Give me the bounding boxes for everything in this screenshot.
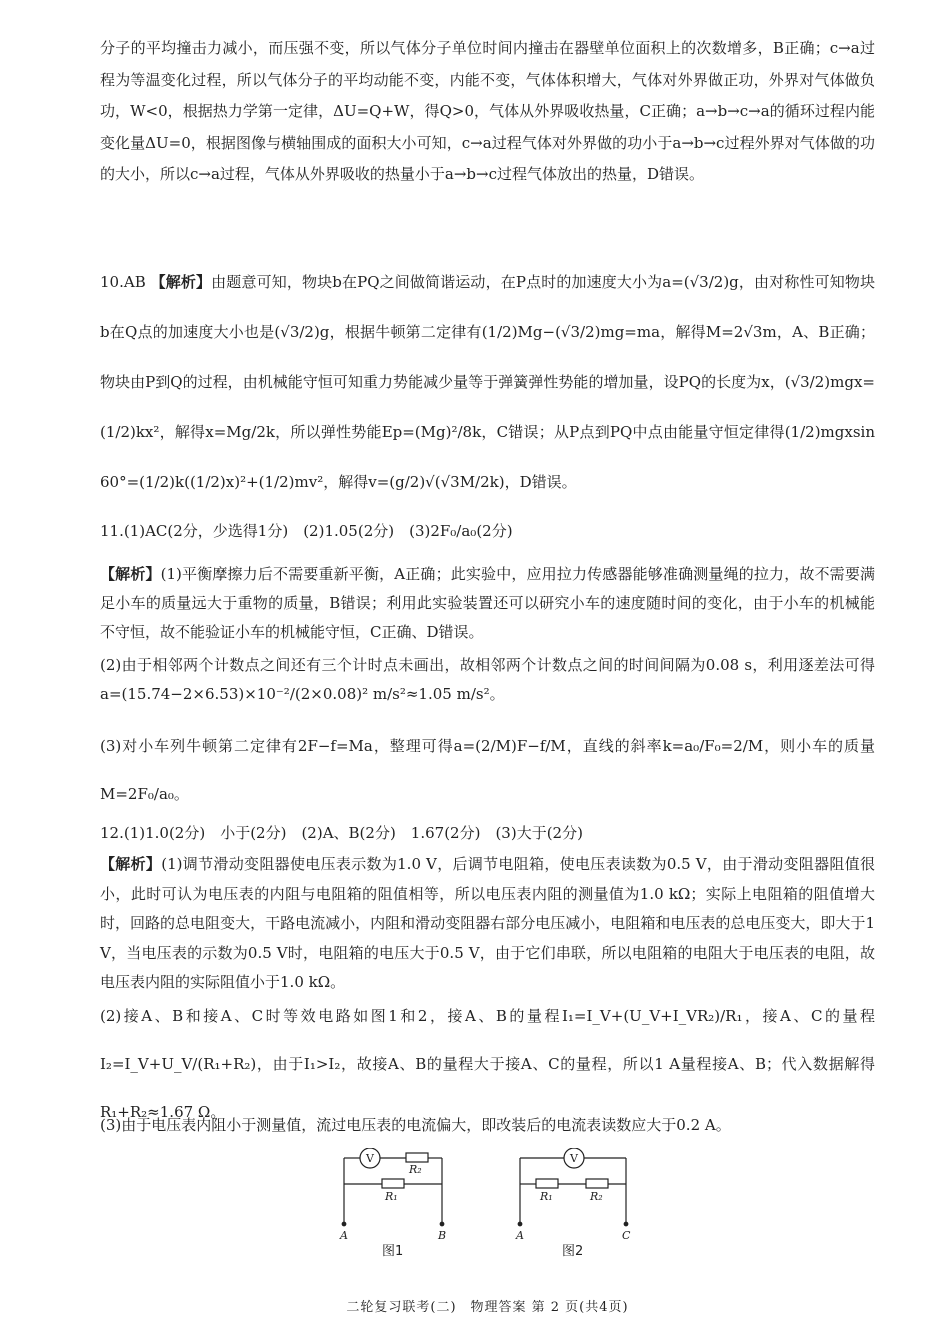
q12-head: 12.(1)1.0(2分) 小于(2分) (2)A、B(2分) 1.67(2分) (3)大于(2分) — [100, 824, 583, 842]
fig1-r2-label: R₂ — [409, 1163, 422, 1176]
resistor-r1-icon — [536, 1179, 558, 1188]
fig2-meter-label: V — [570, 1152, 578, 1165]
fig1-b-label: B — [438, 1229, 447, 1242]
resistor-r2-icon — [586, 1179, 608, 1188]
q11-p1-text: (1)平衡摩擦力后不需要重新平衡，A正确；此实验中，应用拉力传感器能够准确测量绳的拉力，故不需要满足小车的质量远大于重物的质量，B错误；利用此实验装置还可以研究小车的速度随时间的变化，由于小车的机械能不守恒，故不能验证小车的机械能守恒，C正确、D错误。 — [100, 565, 875, 641]
fig2-r1-label: R₁ — [540, 1190, 553, 1203]
q10-analysis-tag: 【解析】 — [150, 273, 212, 291]
resistor-r1-icon — [382, 1179, 404, 1188]
q10-label: 10.AB — [100, 273, 146, 291]
q9-continuation: 分子的平均撞击力减小，而压强不变，所以气体分子单位时间内撞击在器壁单位面积上的次数增多，B正确；c→a过程为等温变化过程，所以气体分子的平均动能不变，内能不变，气体体积增大，气体对外界做正功，外界对气体做负功，W<0，根据热力学第一定律，ΔU=Q+W，得Q>0，气体从外界吸收热量，C正确；a→b→c→a的循环过程内能变化量ΔU=0，根据图像与横轴围成的面积大小可知，c→a过程气体对外界做的功小于a→b→c过程外界对气体做的功的大小，所以c→a过程，气体从外界吸收的热量小于a→b→c过程气体放出的热量，D错误。 — [100, 39, 875, 183]
fig2-a-label: A — [516, 1229, 524, 1242]
fig2-c-label: C — [622, 1229, 631, 1242]
q11-p3: (3)对小车列牛顿第二定律有2F−f=Ma，整理可得a=(2/M)F−f/M，直线的斜率k=a₀/F₀=2/M，则小车的质量M=2F₀/a₀。 — [100, 737, 875, 803]
q12-p1-text: (1)调节滑动变阻器使电压表示数为1.0 V，后调节电阻箱，使电压表读数为0.5 V，由于滑动变阻器阻值很小，此时可认为电压表的内阻与电阻箱的阻值相等，所以电压表内阻的测量值为1.0 kΩ；实际上电阻箱的阻值增大时，回路的总电阻变大，干路电流减小，内阻和滑动变阻器右部分电压减小，电阻箱和电压表的总电压变大，即大于1 V，当电压表的示数为0.5 V时，电阻箱的电压大于0.5 V，由于它们串联，所以电阻箱的电阻大于电压表的电阻，故电压表内阻的实际阻值小于1.0 kΩ。 — [100, 855, 875, 991]
q10-text: 由题意可知，物块b在PQ之间做简谐运动，在P点时的加速度大小为a=(√3/2)g，由对称性可知物块b在Q点的加速度大小也是(√3/2)g，根据牛顿第二定律有(1/2)Mg−(√3/2)mg=ma，解得M=2√3m，A、B正确；物块由P到Q的过程，由机械能守恒可知重力势能减少量等于弹簧弹性势能的增加量，设PQ的长度为x，(√3/2)mgx=(1/2)kx²，解得x=Mg/2k，所以弹性势能Ep=(Mg)²/8k，C错误；从P点到PQ中点由能量守恒定律得(1/2)mgxsin 60°=(1/2)k((1/2)x)²+(1/2)mv²，解得v=(g/2)√(√3M/2k)，D错误。 — [100, 273, 875, 491]
q11-p2: (2)由于相邻两个计数点之间还有三个计时点未画出，故相邻两个计数点之间的时间间隔为0.08 s，利用逐差法可得a=(15.74−2×6.53)×10⁻²/(2×0.08)² m/s²≈1.05 m/s²。 — [100, 656, 875, 703]
fig1-a-label: A — [340, 1229, 348, 1242]
q11-analysis-tag: 【解析】 — [100, 565, 161, 583]
fig1-caption: 图1 — [382, 1244, 404, 1259]
resistor-r2-icon — [406, 1153, 428, 1162]
q12-p1 — [100, 850, 875, 998]
fig1-r1-label: R₁ — [385, 1190, 398, 1203]
q10-answer — [100, 257, 875, 507]
fig2-r2-label: R₂ — [590, 1190, 603, 1203]
figure-1 — [342, 1148, 444, 1226]
fig1-meter-label: V — [366, 1152, 374, 1165]
q12-p2: (2)接A、B和接A、C时等效电路如图1和2，接A、B的量程I₁=I_V+(U_V+I_VR₂)/R₁，接A、C的量程I₂=I_V+U_V/(R₁+R₂)，由于I₁>I₂，故接A、B的量程大于接A、C的量程，所以1 A量程接A、B；代入数据解得R₁+R₂≈1.67 Ω。 — [100, 1007, 875, 1121]
q12-analysis-tag: 【解析】 — [100, 855, 162, 873]
fig2-caption: 图2 — [562, 1244, 584, 1259]
q11-p1 — [100, 560, 875, 647]
page-footer: 二轮复习联考(二) 物理答案 第 2 页(共4页) — [346, 1300, 629, 1315]
circuit-figures — [338, 1148, 638, 1260]
q11-head: 11.(1)AC(2分，少选得1分) (2)1.05(2分) (3)2F₀/a₀(2分) — [100, 522, 513, 540]
q12-p3: (3)由于电压表内阻小于测量值，流过电压表的电流偏大，即改装后的电流表读数应大于0.2 A。 — [100, 1116, 731, 1134]
